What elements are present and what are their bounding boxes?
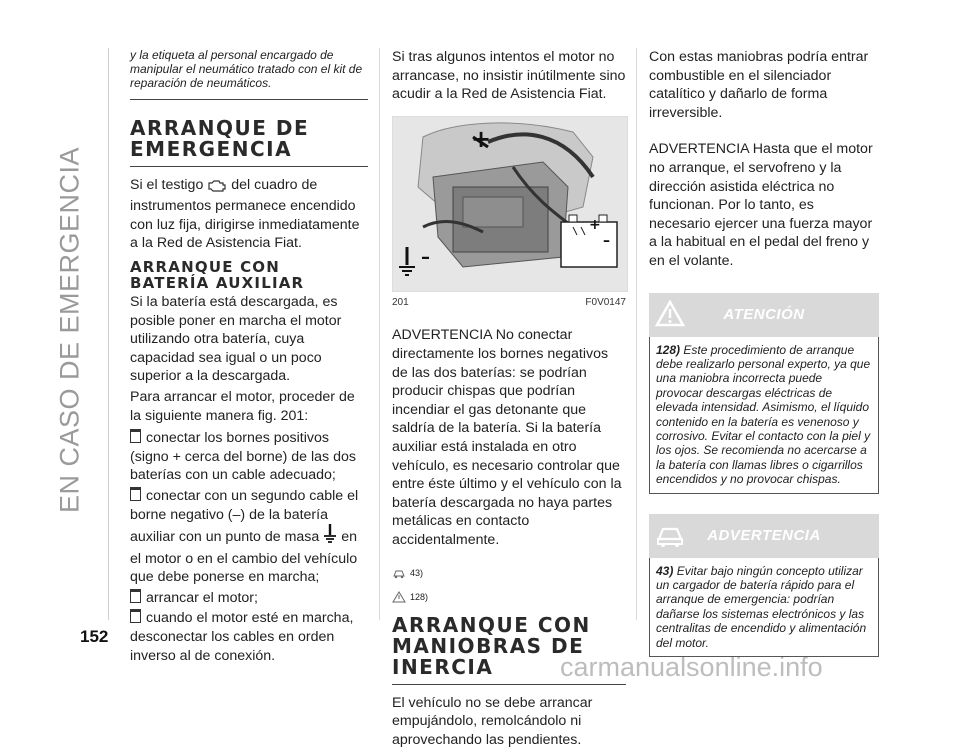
svg-text:–: –	[421, 246, 430, 268]
subsection-title-bateria-auxiliar	[130, 259, 368, 291]
figure-number: 201	[392, 296, 409, 308]
attention-header	[649, 293, 879, 337]
paragraph: ADVERTENCIA No conectar directamente los bornes negativos de las dos baterías: se podrían producir chispas que podrían incendiar el gas detonante que saldría de la batería. Si la batería auxiliar está instalada en otro vehículo, es necesario controlar que entre éste último y el vehículo con la batería descargada no haya partes metálicas en contacto accidentalmente.	[392, 327, 622, 548]
column-1	[130, 48, 368, 667]
svg-text:+: +	[589, 216, 601, 233]
attention-triangle-icon	[392, 591, 406, 603]
attention-number: 128)	[656, 342, 681, 357]
paragraph: Para arrancar el motor, proceder de la siguiente manera fig. 201:	[130, 388, 355, 424]
list-item	[130, 589, 368, 608]
paragraph: Si tras algunos intentos el motor no arrancase, no insistir inútilmente sino acudir a la Red de Asistencia Fiat.	[392, 49, 626, 103]
bullet-icon	[130, 609, 141, 623]
list-item-text: arrancar el motor;	[146, 589, 258, 606]
warning-number: 43)	[656, 563, 674, 578]
column-divider	[379, 48, 380, 620]
figure-code: F0V0147	[585, 296, 626, 308]
paragraph: Si la batería está descargada, es posible poner en marcha el motor utilizando otra batería, cuya capacidad sea igual o un poco superior a la descargada.	[130, 293, 342, 385]
svg-text:+: +	[471, 124, 492, 153]
warning-body	[649, 558, 879, 657]
paragraph: El vehículo no se debe arrancar empujándolo, remolcándolo ni aprovechando las pendientes.	[392, 694, 593, 748]
watermark: carmanualsonline.info	[560, 652, 823, 682]
attention-title: ATENCIÓN	[723, 305, 805, 323]
battery-illustration	[393, 117, 627, 291]
section-title-line: ARRANQUE CON	[392, 612, 591, 637]
text-fragment: Si el testigo	[130, 176, 204, 193]
bullet-icon	[130, 589, 141, 603]
page-number: 152	[80, 627, 109, 646]
section-paragraph	[130, 176, 368, 253]
jump-start-figure	[392, 116, 628, 292]
warning-title: ADVERTENCIA	[707, 526, 821, 544]
figure-caption	[392, 294, 626, 313]
cross-reference	[392, 588, 626, 607]
cross-reference	[392, 564, 626, 583]
reference-number: 43)	[410, 567, 424, 578]
ground-symbol-icon	[323, 524, 337, 550]
list-item-text: cuando el motor esté en marcha, desconectar los cables en orden inverso al de conexión.	[130, 610, 354, 664]
engine-warning-icon	[207, 178, 227, 198]
svg-text:–: –	[603, 232, 610, 249]
section-title-line: MANIOBRAS DE INERCIA	[392, 633, 585, 679]
attention-text: Este procedimiento de arranque debe realizarlo personal experto, ya que una maniobra incorrecta puede provocar descargas eléctricas de elevada intensidad. Asimismo, el líquido contenido en la batería es venenoso y corrosivo. Evitar el contacto con la piel y los ojos. Se recomienda no acercarse a la batería con llamas libres o cigarrillos encendidos y no provocar chispas.	[656, 342, 871, 487]
bullet-icon	[130, 429, 141, 443]
list-item-text: conectar los bornes positivos (signo + cerca del borne) de las dos baterías con un cable adecuado;	[130, 430, 356, 484]
column-3	[649, 48, 879, 657]
column-divider	[636, 48, 637, 620]
car-warning-icon	[392, 567, 406, 579]
list-item	[130, 609, 368, 665]
list-item	[130, 429, 368, 485]
section-title-line: ARRANQUE DE	[130, 115, 310, 140]
subsection-title-line: ARRANQUE CON	[130, 257, 280, 276]
paragraph: ADVERTENCIA Hasta que el motor no arranque, el servofreno y la dirección asistida eléctrica no funcionan. Por lo tanto, es necesario ejercer una fuerza mayor a la habitual en el pedal del freno y en el volante.	[649, 141, 873, 269]
section-title-line: EMERGENCIA	[130, 136, 293, 161]
subsection-title-line: BATERÍA AUXILIAR	[130, 273, 305, 292]
list-item-text: en el motor o en el cambio del vehículo que debe ponerse en marcha;	[130, 529, 358, 586]
warning-header	[649, 514, 879, 558]
list-item-text: conectar con un segundo cable el borne negativo (–) de la batería auxiliar con un punto de masa	[130, 487, 359, 546]
chapter-side-title: EN CASO DE EMERGENCIA	[54, 146, 85, 514]
section-title-arranque-emergencia	[130, 115, 368, 167]
section-title-maniobras-inercia	[392, 612, 626, 685]
column-2	[392, 48, 626, 751]
reference-number: 128)	[410, 592, 429, 603]
text-fragment: del cuadro de instrumentos permanece encendido con luz fija, dirigirse inmediatamente a la Red de Asistencia Fiat.	[130, 176, 360, 252]
bullet-icon	[130, 487, 141, 501]
attention-body	[649, 337, 879, 494]
warning-text: Evitar bajo ningún concepto utilizar un cargador de batería rápido para el arranque de emergencia: podrían dañarse los sistemas electrónicos y las centralitas de encendido y alimentación del motor.	[656, 563, 867, 650]
intro-italic: y la etiqueta al personal encargado de manipular el neumático tratado con el kit de reparación de neumáticos.	[130, 48, 368, 100]
list-item	[130, 487, 368, 587]
paragraph: Con estas maniobras podría entrar combustible en el silenciador catalítico y dañarlo de forma irreversible.	[649, 49, 869, 121]
margin-rule	[108, 48, 109, 620]
